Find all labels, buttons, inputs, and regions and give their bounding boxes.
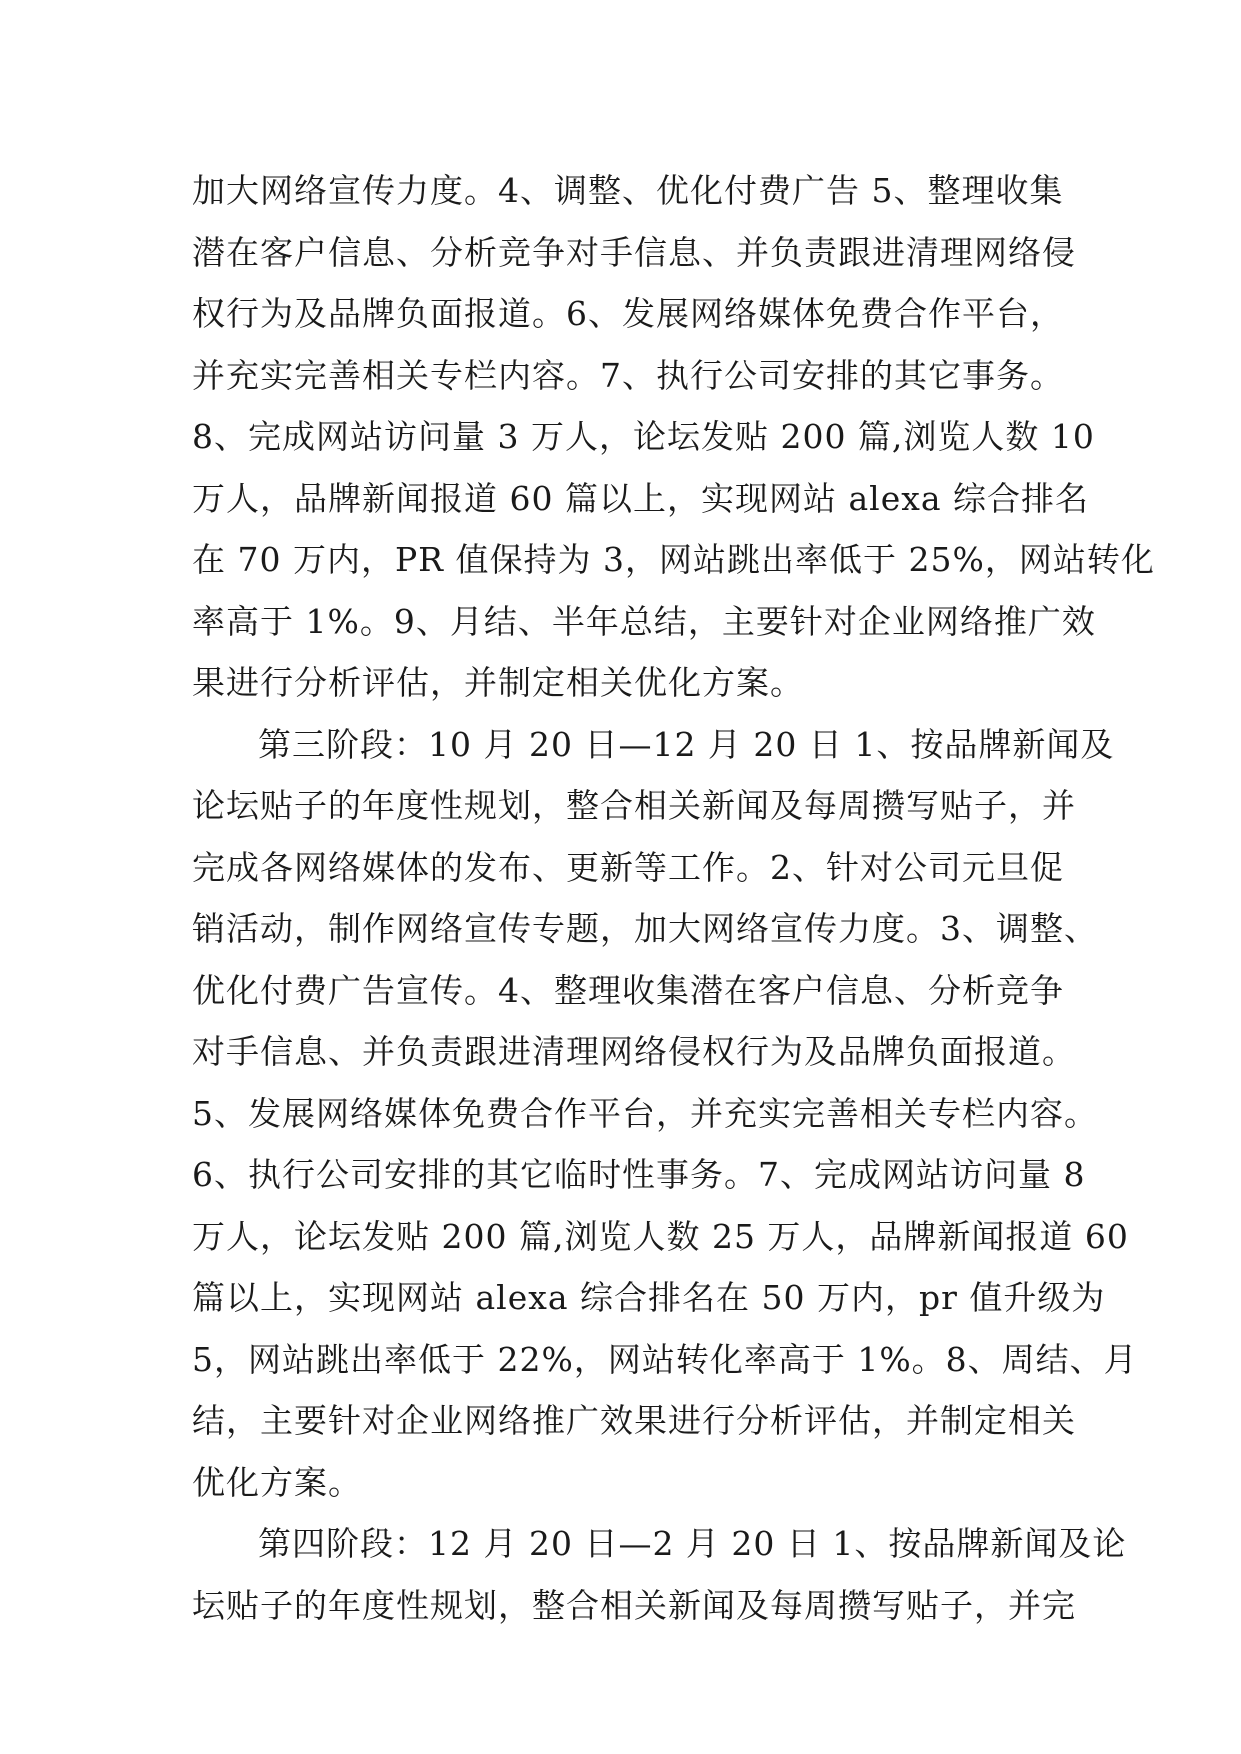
text-line: 对手信息、并负责跟进清理网络侵权行为及品牌负面报道。 [192,1032,1076,1071]
paragraph-stage-four [192,1513,1127,1636]
text-line: 率高于 1%。9、月结、半年总结，主要针对企业网络推广效 [192,601,1096,641]
text-line: 结，主要针对企业网络推广效果进行分析评估，并制定相关 [192,1401,1076,1440]
text-line: 优化付费广告宣传。4、整理收集潜在客户信息、分析竞争 [192,970,1064,1010]
text-line: 8、完成网站访问量 3 万人，论坛发贴 200 篇,浏览人数 10 [192,417,1095,456]
text-line: 优化方案。 [192,1462,362,1502]
text-line: 销活动，制作网络宣传专题，加大网络宣传力度。3、调整、 [192,909,1098,948]
text-line: 第三阶段：10 月 20 日—12 月 20 日 1、按品牌新闻及 [258,724,1115,764]
text-line: 加大网络宣传力度。4、调整、优化付费广告 5、整理收集 [192,171,1064,210]
text-line: 并充实完善相关专栏内容。7、执行公司安排的其它事务。 [192,355,1064,395]
text-line: 权行为及品牌负面报道。6、发展网络媒体免费合作平台， [192,294,1064,333]
text-line: 篇以上，实现网站 alexa 综合排名在 50 万内，pr 值升级为 [192,1278,1106,1317]
text-line: 论坛贴子的年度性规划，整合相关新闻及每周攒写贴子，并 [192,786,1076,825]
document-body [192,160,1155,1636]
text-line: 在 70 万内，PR 值保持为 3，网站跳出率低于 25%，网站转化 [192,540,1155,579]
paragraph-stage-two-continued [192,160,1155,714]
text-line: 果进行分析评估，并制定相关优化方案。 [192,663,804,702]
paragraph-stage-three [192,714,1138,1514]
text-line: 6、执行公司安排的其它临时性事务。7、完成网站访问量 8 [192,1155,1086,1194]
text-line: 坛贴子的年度性规划，整合相关新闻及每周攒写贴子，并完 [192,1585,1076,1625]
text-line: 第四阶段：12 月 20 日—2 月 20 日 1、按品牌新闻及论 [258,1524,1127,1563]
text-line: 5、发展网络媒体免费合作平台，并充实完善相关专栏内容。 [192,1093,1098,1133]
text-line: 5，网站跳出率低于 22%，网站转化率高于 1%。8、周结、月 [192,1339,1138,1379]
text-line: 潜在客户信息、分析竞争对手信息、并负责跟进清理网络侵 [192,232,1076,272]
text-line: 万人，论坛发贴 200 篇,浏览人数 25 万人，品牌新闻报道 60 [192,1216,1129,1256]
text-line: 完成各网络媒体的发布、更新等工作。2、针对公司元旦促 [192,847,1064,887]
text-line: 万人，品牌新闻报道 60 篇以上，实现网站 alexa 综合排名 [192,478,1089,518]
